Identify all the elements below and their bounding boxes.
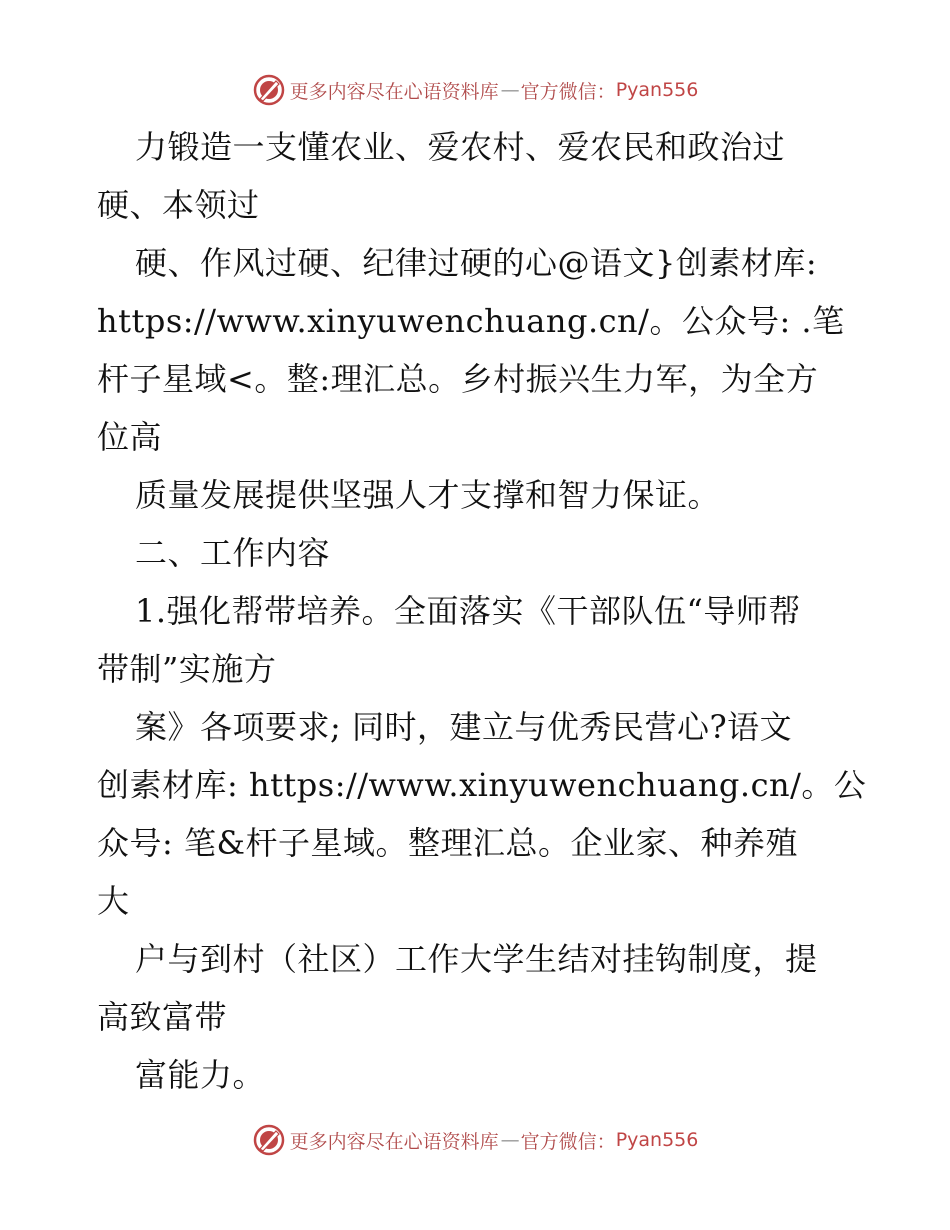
text-line: 高致富带	[97, 998, 228, 1036]
text-line: 硬、作风过硬、纪律过硬的心@语文}创素材库:	[135, 244, 818, 282]
banner-wechat-handle: Pyan556	[615, 79, 699, 101]
banner-wechat-handle: Pyan556	[615, 1129, 699, 1151]
quill-logo-icon	[252, 1123, 286, 1157]
text-line: 质量发展提供坚强人才支撑和智力保证。	[135, 476, 721, 514]
quill-logo-icon	[252, 73, 286, 107]
text-line: 带制”实施方	[97, 650, 277, 688]
text-line: 力锻造一支懂农业、爱农村、爱农民和政治过	[135, 128, 786, 166]
banner-site-text: 更多内容尽在心语资料库	[289, 80, 499, 103]
banner-official-label: 官方微信：	[520, 80, 616, 103]
text-line: 富能力。	[135, 1056, 266, 1094]
banner-dash: —	[500, 1129, 519, 1151]
text-line: 户与到村（社区）工作大学生结对挂钩制度，提	[135, 940, 818, 978]
text-line: 杆子星域<。整:理汇总。乡村振兴生力军，为全方	[97, 360, 819, 398]
text-line: https://www.xinyuwenchuang.cn/。公众号: .笔	[97, 302, 845, 340]
text-line: 1.强化帮带培养。全面落实《干部队伍“导师帮	[135, 592, 801, 630]
text-line: 案》各项要求; 同时，建立与优秀民营心?语文	[135, 708, 793, 746]
text-line: 硬、本领过	[97, 186, 260, 224]
banner-official-label: 官方微信：	[520, 1130, 616, 1153]
header-watermark-banner	[0, 72, 950, 108]
banner-dash: —	[500, 79, 519, 101]
text-line: 二、工作内容	[135, 534, 331, 572]
text-line: 创素材库: https://www.xinyuwenchuang.cn/。公	[97, 766, 867, 804]
banner-site-text: 更多内容尽在心语资料库	[289, 1130, 499, 1153]
footer-watermark-banner	[0, 1122, 950, 1158]
document-body	[97, 118, 867, 1104]
text-line: 大	[97, 882, 130, 920]
text-line: 众号: 笔&杆子星域。整理汇总。企业家、种养殖	[97, 824, 798, 862]
text-line: 位高	[97, 418, 163, 456]
